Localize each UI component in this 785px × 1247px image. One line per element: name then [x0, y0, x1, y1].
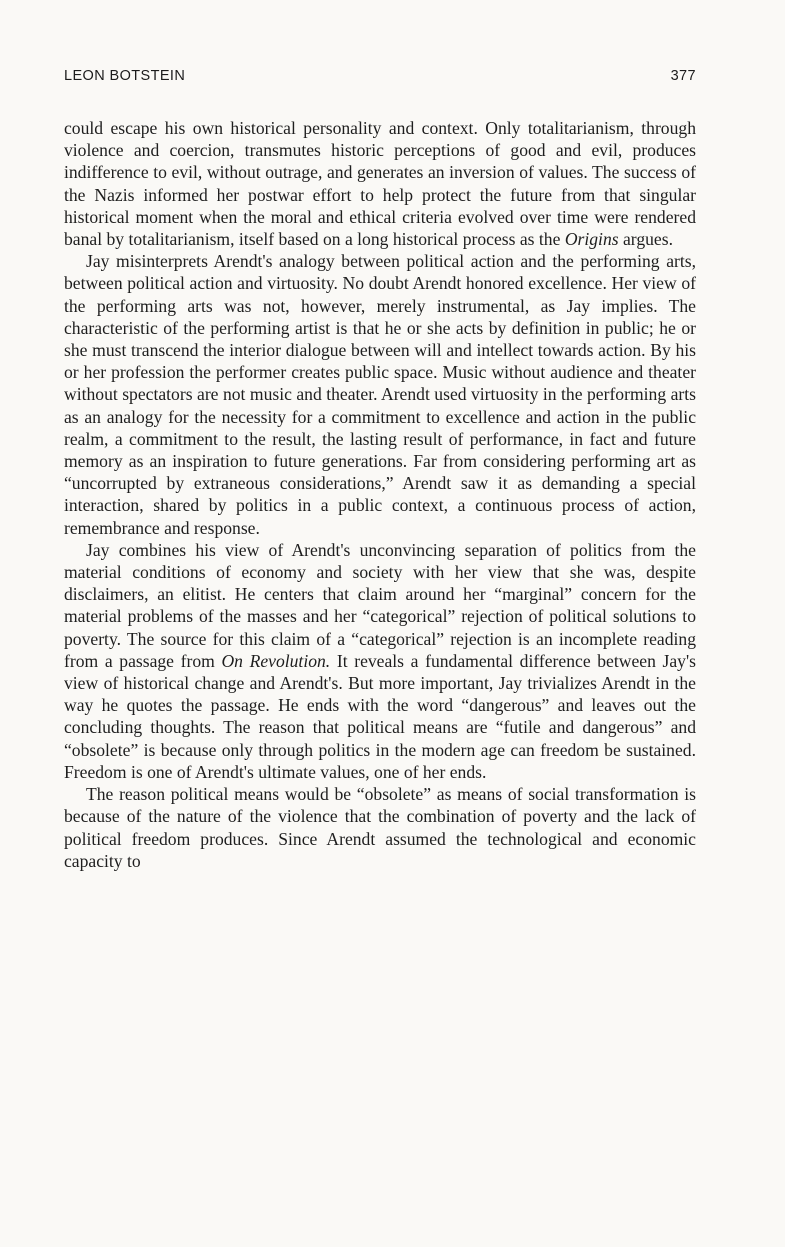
paragraph-4-text: The reason political means would be “obsolete” as means of social transformation is because of the nature of the violence that the combination of poverty and the lack of political freedom produces. Since Arendt assumed the technological and economic capacity to [64, 784, 696, 871]
paragraph-2-text: Jay misinterprets Arendt's analogy between political action and the performing arts, between political action and virtuosity. No doubt Arendt honored excellence. Her view of the performing arts was not, however, merely instrumental, as Jay implies. The characteristic of the performing artist is that he or she acts by definition in public; he or she must transcend the interior dialogue between will and intellect towards action. By his or her profession the performer creates public space. Music without audience and theater without spectators are not music and theater. Arendt used virtuosity in the performing arts as an analogy for the necessity for a commitment to excellence and action in the public realm, a commitment to the result, the lasting result of performance, in fact and future memory as an inspiration to future generations. Far from considering performing art as “uncorrupted by extraneous considerations,” Arendt saw it as demanding a special interaction, shared by politics in a public context, a continuous process of action, remembrance and response. [64, 251, 696, 538]
page-number: 377 [670, 68, 696, 84]
paragraph-4 [64, 783, 696, 872]
book-title-origins: Origins [564, 229, 619, 250]
paragraph-1-text-end: argues. [618, 229, 673, 250]
paragraph-3-text: Jay combines his view of Arendt's unconvincing separation of politics from the material conditions of economy and society with her view that she was, despite disclaimers, an elitist. He centers that claim around her “marginal” concern for the material problems of the masses and her “categorical” rejection of political solutions to poverty. The source for this claim of a “categorical” rejection is an incomplete reading from a passage from [64, 539, 696, 671]
book-title-on-revolution: On Revolution. [221, 650, 331, 671]
paragraph-1 [64, 117, 696, 250]
body-text [64, 117, 696, 872]
paragraph-3-text-end: It reveals a fundamental difference between Jay's view of historical change and Arendt's. But more important, Jay trivializes Arendt in the way he quotes the passage. He ends with the word “dangerous” and leaves out the concluding thoughts. The reason that political means are “futile and dangerous” and “obsolete” is because only through politics in the modern age can freedom be sustained. Freedom is one of Arendt's ultimate values, one of her ends. [64, 650, 696, 782]
running-head [64, 68, 696, 90]
paragraph-2 [64, 250, 696, 539]
paragraph-3 [64, 539, 696, 783]
paragraph-1-text: could escape his own historical personality and context. Only totalitarianism, through violence and coercion, transmutes historic perceptions of good and evil, produces indifference to evil, without outrage, and generates an inversion of values. The success of the Nazis informed her postwar effort to help protect the future from that singular historical moment when the moral and ethical criteria evolved over time were rendered banal by totalitarianism, itself based on a long historical process as the [64, 118, 696, 250]
running-head-author: LEON BOTSTEIN [64, 68, 186, 84]
